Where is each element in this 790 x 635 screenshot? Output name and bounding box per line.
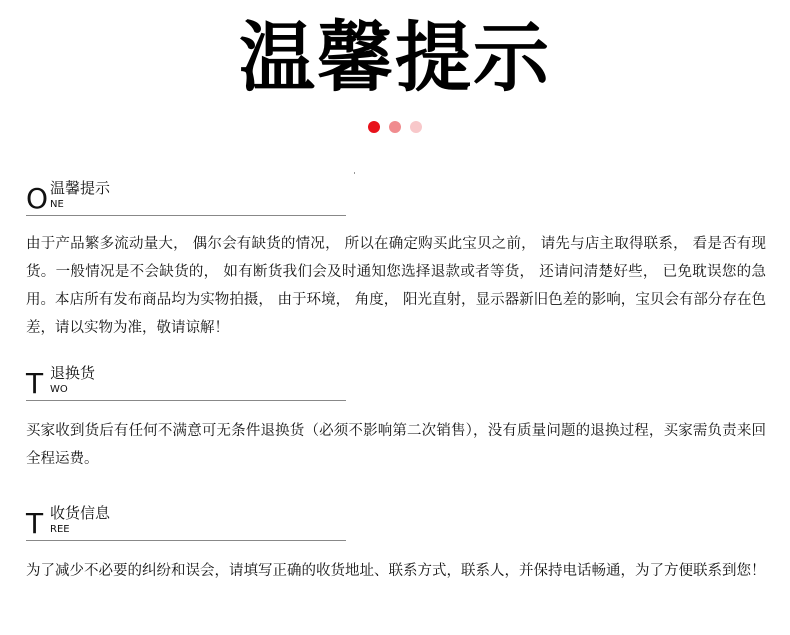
section-rule (26, 540, 346, 541)
section-body: 买家收到货后有任何不满意可无条件退换货（必须不影响第二次销售），没有质量问题的退换过程，买家需负责来回全程运费。 (26, 423, 766, 467)
page-title: 温馨提示 (239, 13, 551, 102)
section-three (26, 503, 766, 585)
divider-tick (354, 172, 355, 174)
section-two (26, 363, 766, 473)
section-header (26, 503, 346, 543)
section-initial: T (26, 507, 44, 540)
carousel-dots (368, 121, 422, 133)
section-ordinal: WO (50, 384, 68, 395)
section-ordinal: NE (50, 199, 64, 210)
dot (389, 121, 401, 133)
dot (410, 121, 422, 133)
dot-active (368, 121, 380, 133)
section-body: 为了减少不必要的纠纷和误会，请填写正确的收货地址、联系方式，联系人，并保持电话畅通，为了方便联系到您！ (26, 563, 766, 579)
section-heading: 退换货 (50, 364, 96, 382)
section-one (26, 178, 766, 342)
section-rule (26, 400, 346, 401)
section-heading: 温馨提示 (50, 179, 111, 197)
section-rule (26, 215, 346, 216)
section-heading: 收货信息 (50, 504, 111, 522)
section-body: 由于产品繁多流动量大， 偶尔会有缺货的情况， 所以在确定购买此宝贝之前， 请先与店主取得联系， 看是否有现货。一般情况是不会缺货的， 如有断货我们会及时通知您选择退款或者等货， 还请问清楚好些， 已免耽误您的急用。本店所有发布商品均为实物拍摄， 由于环境， 角度， 阳光直射，显示器新旧色差的影响，宝贝会有部分存在色差，请以实物为准，敬请谅解！ (26, 236, 766, 336)
section-header (26, 178, 346, 218)
section-initial: T (26, 367, 44, 400)
section-header (26, 363, 346, 403)
section-initial: O (26, 182, 49, 215)
section-ordinal: REE (50, 524, 70, 535)
